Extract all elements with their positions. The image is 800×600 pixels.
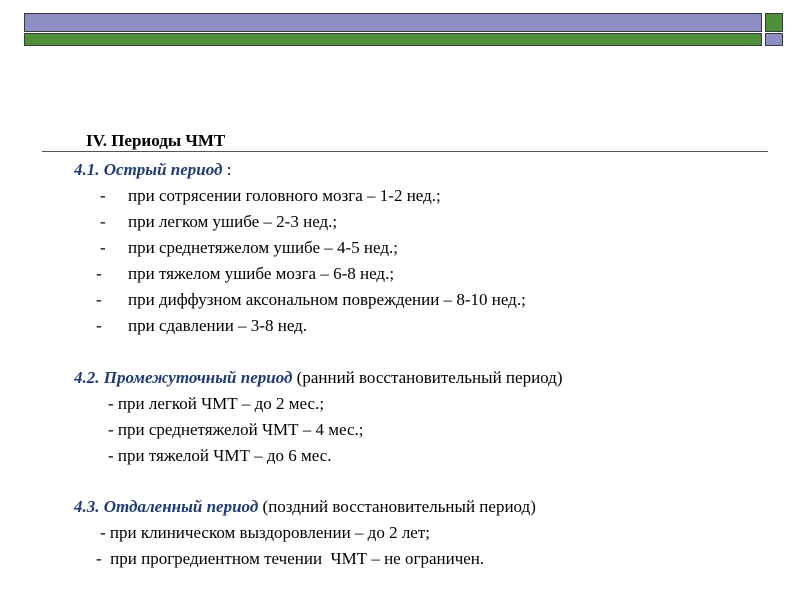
section-remote-suffix: (поздний восстановительный период) bbox=[258, 497, 536, 516]
list-item: - при клиническом выздоровлении – до 2 лет; bbox=[100, 523, 430, 542]
list-item: - при тяжелом ушибе мозга – 6-8 нед.; bbox=[96, 264, 395, 283]
section-remote-heading bbox=[74, 497, 536, 517]
header-bar-top-corner bbox=[765, 13, 783, 32]
list-item: - при легком ушибе – 2-3 нед.; bbox=[100, 212, 338, 231]
list-item-text: при сдавлении – 3-8 нед. bbox=[128, 316, 308, 335]
list-item-text: при сотрясении головного мозга – 1-2 нед.; bbox=[128, 186, 441, 205]
section-intermediate-title: 4.2. Промежуточный период bbox=[74, 368, 293, 387]
section-intermediate-heading bbox=[74, 368, 563, 388]
list-item-text: при тяжелом ушибе мозга – 6-8 нед.; bbox=[128, 264, 395, 283]
list-item-text: при среднетяжелом ушибе – 4-5 нед.; bbox=[128, 238, 398, 257]
section-acute-suffix: : bbox=[222, 160, 232, 179]
list-item: - при сдавлении – 3-8 нед. bbox=[96, 316, 308, 335]
section-acute-title: 4.1. Острый период bbox=[74, 160, 223, 179]
list-item-text: при диффузном аксональном повреждении – 8-10 нед.; bbox=[128, 290, 526, 309]
list-item: - при среднетяжелой ЧМТ – 4 мес.; bbox=[108, 420, 364, 439]
section-acute-heading bbox=[74, 160, 231, 180]
list-item-text: при легком ушибе – 2-3 нед.; bbox=[128, 212, 338, 231]
list-item: - при сотрясении головного мозга – 1-2 нед.; bbox=[100, 186, 441, 205]
slide-title: IV. Периоды ЧМТ bbox=[86, 131, 226, 150]
header-bar-bottom-corner bbox=[765, 33, 783, 46]
list-item: - при тяжелой ЧМТ – до 6 мес. bbox=[108, 446, 332, 465]
list-item: - при прогредиентном течении ЧМТ – не ограничен. bbox=[96, 549, 485, 568]
section-intermediate-suffix: (ранний восстановительный период) bbox=[292, 368, 563, 387]
title-divider bbox=[42, 151, 768, 152]
header-bar-top bbox=[24, 13, 762, 32]
list-item: - при легкой ЧМТ – до 2 мес.; bbox=[108, 394, 325, 413]
list-item: - при среднетяжелом ушибе – 4-5 нед.; bbox=[100, 238, 398, 257]
header-bar-bottom bbox=[24, 33, 762, 46]
section-remote-title: 4.3. Отдаленный период bbox=[74, 497, 259, 516]
list-item: - при диффузном аксональном повреждении – 8-10 нед.; bbox=[96, 290, 526, 309]
